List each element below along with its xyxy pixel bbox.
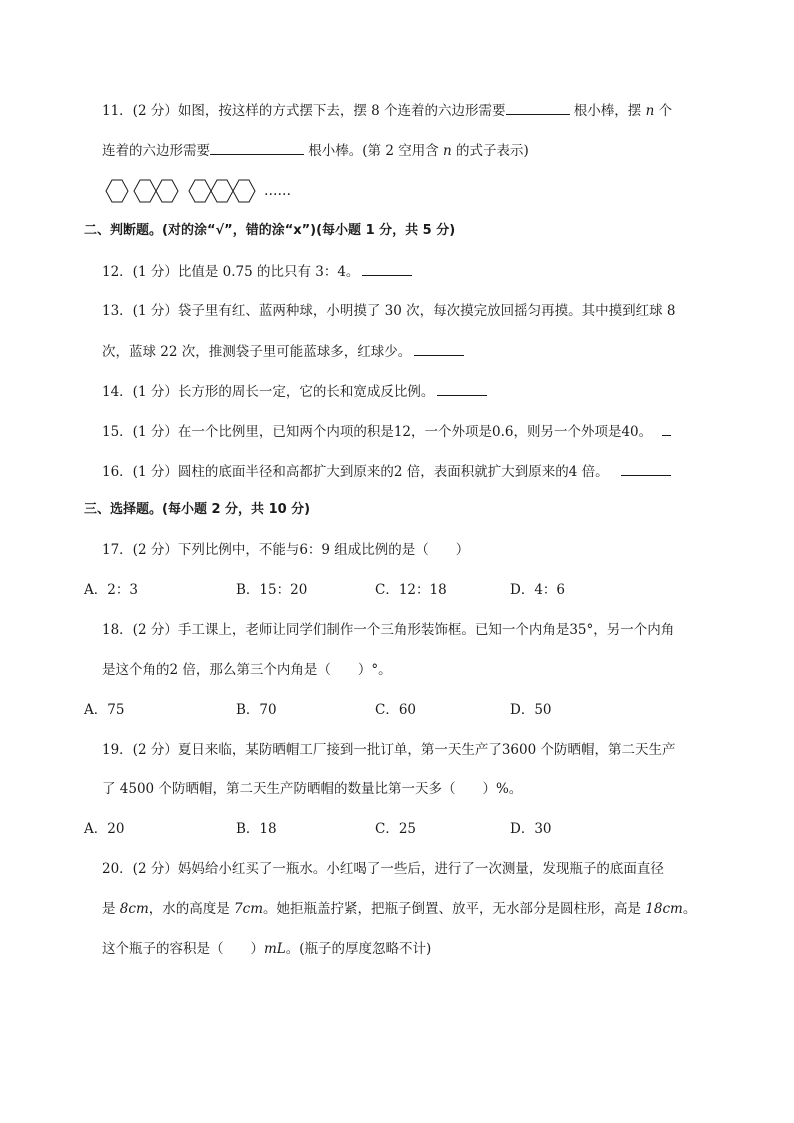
question-20-line-2 — [102, 899, 696, 919]
option-18-d[interactable]: D．50 — [510, 702, 552, 718]
option-17-b[interactable]: B．15：20 — [236, 582, 308, 598]
question-13-line-2 — [102, 341, 464, 362]
answer-blank-15[interactable] — [662, 421, 671, 436]
variable-n: n — [645, 103, 655, 119]
option-17-d[interactable]: D．4：6 — [510, 582, 566, 598]
hexagon-2-2 — [156, 180, 178, 202]
question-20-text-h: 这个瓶子的容积是（ ） — [102, 941, 264, 957]
question-15 — [102, 421, 671, 442]
question-19-line-2: 了 4500 个防晒帽，第二天生产防晒帽的数量比第一天多（ ）%。 — [102, 781, 523, 797]
question-20-line-3 — [102, 939, 431, 959]
measure-water-height: 7cm — [234, 901, 263, 917]
question-20-text-g: 。 — [682, 901, 697, 917]
question-11-text-c: 个 — [654, 103, 673, 119]
question-20-text-c: ，水的高度是 — [148, 901, 235, 917]
question-18-line-2: 是这个角的2 倍，那么第三个内角是（ ）°。 — [102, 662, 392, 678]
question-14-text: 14．(1 分）长方形的周长一定，它的长和宽成反比例。 — [102, 384, 435, 400]
question-16 — [102, 461, 671, 482]
section-3-heading: 三、选择题。(每小题 2 分，共 10 分) — [84, 502, 311, 517]
question-20-line-1: 20．(2 分）妈妈给小红买了一瓶水。小红喝了一些后，进行了一次测量，发现瓶子的底面直径 — [102, 861, 664, 877]
section-2-heading: 二、判断题。(对的涂“√”，错的涂“x”)(每小题 1 分，共 5 分) — [84, 223, 456, 238]
option-18-b[interactable]: B．70 — [236, 702, 277, 718]
question-20-text-j: 。(瓶子的厚度忽略不计) — [285, 941, 432, 957]
question-11-text-d: 连着的六边形需要 — [102, 143, 210, 159]
question-16-text: 16．(1 分）圆柱的底面半径和高都扩大到原来的2 倍，表面积就扩大到原来的4 倍。 — [102, 464, 609, 480]
unit-ml: mL — [264, 941, 286, 957]
measure-diameter: 8cm — [119, 901, 149, 917]
option-17-c[interactable]: C．12：18 — [375, 582, 447, 598]
question-15-text: 15．(1 分）在一个比例里，已知两个内项的积是12，一个外项是0.6，则另一个外项是40。 — [102, 424, 653, 440]
question-20-text-e: 。她拒瓶盖拧紧，把瓶子倒置、放平，无水部分是圆柱形，高是 — [263, 901, 646, 917]
measure-empty-height: 18cm — [645, 901, 683, 917]
option-17-a[interactable]: A．2：3 — [84, 582, 138, 598]
answer-blank-11a[interactable] — [506, 100, 570, 115]
question-13-text: 次，蓝球 22 次，推测袋子里可能蓝球多，红球少。 — [102, 344, 412, 360]
question-11-line-1 — [102, 100, 672, 121]
question-11-line-2 — [102, 140, 529, 161]
answer-blank-13[interactable] — [414, 341, 464, 356]
question-17: 17．(2 分）下列比例中，不能与6：9 组成比例的是（ ） — [102, 542, 470, 558]
question-11-text-f: 的式子表示) — [451, 143, 529, 159]
question-11-text: 11．(2 分）如图，按这样的方式摆下去，摆 8 个连着的六边形需要 — [102, 103, 506, 119]
question-20-text-a: 是 — [102, 901, 120, 917]
hexagon-3-1 — [189, 180, 211, 202]
answer-blank-16[interactable] — [621, 461, 671, 476]
question-19-line-1: 19．(2 分）夏日来临，某防晒帽工厂接到一批订单，第一天生产了3600 个防晒帽，第二天生产 — [102, 742, 676, 758]
question-11-text-b: 根小棒，摆 — [569, 103, 646, 119]
hexagon-3-3 — [233, 180, 255, 202]
option-19-c[interactable]: C．25 — [375, 821, 417, 837]
answer-blank-14[interactable] — [437, 381, 487, 396]
option-18-a[interactable]: A．75 — [84, 702, 125, 718]
question-12-text: 12．(1 分）比值是 0.75 的比只有 3：4。 — [102, 264, 360, 280]
answer-blank-12[interactable] — [362, 261, 412, 276]
question-14 — [102, 381, 487, 402]
question-13-line-1: 13．(1 分）袋子里有红、蓝两种球，小明摸了 30 次，每次摸完放回摇匀再摸。其中摸到红球 8 — [102, 303, 676, 319]
option-19-b[interactable]: B．18 — [236, 821, 277, 837]
hexagon-1-1 — [106, 180, 128, 202]
option-18-c[interactable]: C．60 — [375, 702, 417, 718]
question-12 — [102, 261, 412, 282]
hexagon-3-2 — [211, 180, 233, 202]
option-19-d[interactable]: D．30 — [510, 821, 552, 837]
option-19-a[interactable]: A．20 — [84, 821, 125, 837]
question-11-text-e: 根小棒。(第 2 空用含 — [304, 143, 444, 159]
variable-n: n — [443, 143, 452, 159]
ellipsis: …… — [264, 183, 291, 199]
question-18-line-1: 18．(2 分）手工课上，老师让同学们制作一个三角形装饰框。已知一个内角是35°，另一个内角 — [102, 622, 675, 638]
answer-blank-11b[interactable] — [210, 140, 304, 155]
hexagon-2-1 — [134, 180, 156, 202]
